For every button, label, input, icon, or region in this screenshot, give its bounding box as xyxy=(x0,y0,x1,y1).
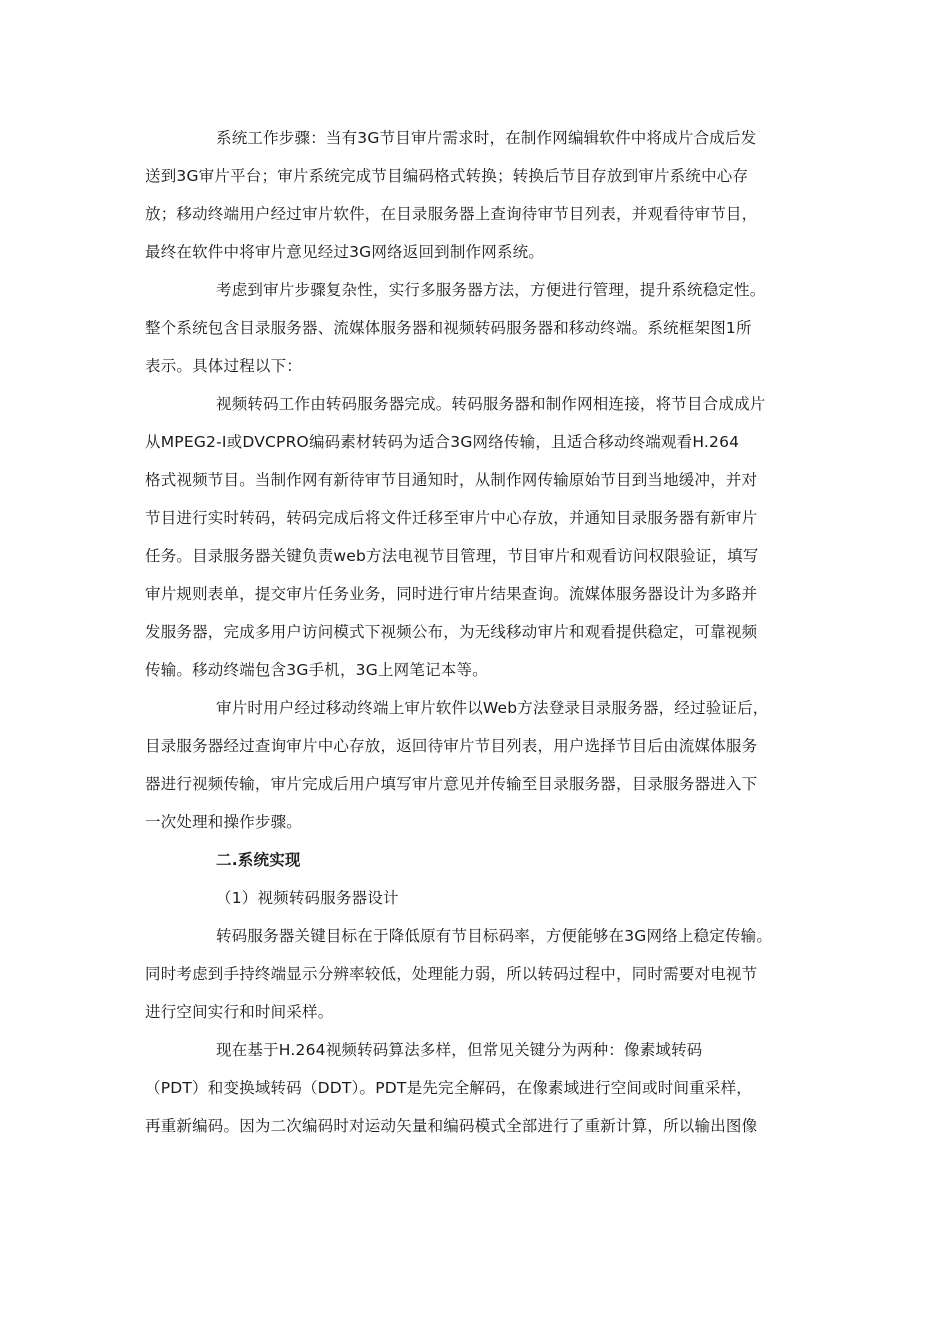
text-line: 现在基于H.264视频转码算法多样，但常见关键分为两种：像素域转码 xyxy=(216,1041,703,1059)
text-line: 传输。移动终端包含3G手机，3G上网笔记本等。 xyxy=(145,661,488,679)
text-line: 审片时用户经过移动终端上审片软件以Web方法登录目录服务器，经过验证后， xyxy=(216,699,769,717)
text-line: 考虑到审片步骤复杂性，实行多服务器方法，方便进行管理，提升系统稳定性。 xyxy=(216,281,766,299)
text-line: 目录服务器经过查询审片中心存放，返回待审片节目列表，用户选择节目后由流媒体服务 xyxy=(145,737,758,755)
text-line: 从MPEG2-I或DVCPRO编码素材转码为适合3G网络传输，且适合移动终端观看H.264 xyxy=(145,433,740,451)
text-line: 送到3G审片平台；审片系统完成节目编码格式转换；转换后节目存放到审片系统中心存 xyxy=(145,167,749,185)
text-line: 节目进行实时转码，转码完成后将文件迁移至审片中心存放，并通知目录服务器有新审片 xyxy=(145,509,758,527)
section-heading: 二.系统实现 xyxy=(216,851,301,869)
text-line: （1）视频转码服务器设计 xyxy=(216,889,399,907)
text-line: 表示。具体过程以下： xyxy=(145,357,303,375)
text-line: 审片规则表单，提交审片任务业务，同时进行审片结果查询。流媒体服务器设计为多路并 xyxy=(145,585,758,603)
text-line: 格式视频节目。当制作网有新待审节目通知时，从制作网传输原始节目到当地缓冲，并对 xyxy=(145,471,758,489)
text-line: 同时考虑到手持终端显示分辨率较低，处理能力弱，所以转码过程中，同时需要对电视节 xyxy=(145,965,758,983)
text-line: 视频转码工作由转码服务器完成。转码服务器和制作网相连接，将节目合成成片 xyxy=(216,395,766,413)
text-line: （PDT）和变换域转码（DDT）。PDT是先完全解码，在像素域进行空间或时间重采样， xyxy=(145,1079,752,1097)
text-line: 发服务器，完成多用户访问模式下视频公布，为无线移动审片和观看提供稳定，可靠视频 xyxy=(145,623,758,641)
text-line: 进行空间实行和时间采样。 xyxy=(145,1003,334,1021)
text-line: 转码服务器关键目标在于降低原有节目标码率，方便能够在3G网络上稳定传输。 xyxy=(216,927,773,945)
text-line: 系统工作步骤：当有3G节目审片需求时，在制作网编辑软件中将成片合成后发 xyxy=(216,129,757,147)
text-line: 整个系统包含目录服务器、流媒体服务器和视频转码服务器和移动终端。系统框架图1所 xyxy=(145,319,752,337)
text-line: 再重新编码。因为二次编码时对运动矢量和编码模式全部进行了重新计算，所以输出图像 xyxy=(145,1117,758,1135)
text-line: 任务。目录服务器关键负责web方法电视节目管理，节目审片和观看访问权限验证，填写 xyxy=(145,547,759,565)
text-line: 放；移动终端用户经过审片软件，在目录服务器上查询待审节目列表，并观看待审节目， xyxy=(145,205,758,223)
text-line: 一次处理和操作步骤。 xyxy=(145,813,303,831)
text-line: 器进行视频传输，审片完成后用户填写审片意见并传输至目录服务器，目录服务器进入下 xyxy=(145,775,758,793)
text-line: 最终在软件中将审片意见经过3G网络返回到制作网系统。 xyxy=(145,243,545,261)
